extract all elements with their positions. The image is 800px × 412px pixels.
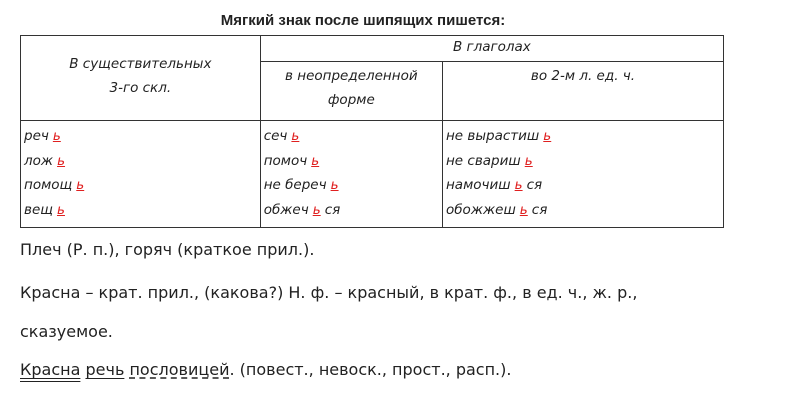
soft-sign: ь (56, 201, 65, 218)
header-nouns-line1: В существительных (69, 56, 212, 72)
infinitive-word-stem: помоч (263, 152, 308, 169)
paragraph-2: Красна – крат. прил., (какова?) Н. ф. – красный, в крат. ф., в ед. ч., ж. р., (20, 283, 638, 302)
noun-word-stem: вещ (24, 201, 53, 218)
infinitive-word (264, 173, 442, 198)
second-person-word-stem: не вырастиш (445, 128, 540, 144)
paragraph-3: сказуемое. (20, 322, 113, 341)
paragraph-1: Плеч (Р. п.), горяч (краткое прил.). (20, 240, 315, 259)
soft-sign: ь (312, 201, 321, 218)
infinitive-word (264, 149, 442, 174)
rule-table (20, 35, 724, 228)
header-verbs: В глаголах (260, 36, 723, 62)
infinitive-word-stem: обжеч (263, 201, 309, 218)
sentence-object: пословицей (129, 360, 230, 379)
soft-sign: ь (57, 152, 66, 169)
second-person-cell (442, 121, 723, 228)
infinitive-word (264, 198, 442, 223)
second-person-word-stem: намочиш (445, 177, 511, 193)
infinitive-word-stem: не береч (263, 177, 327, 193)
noun-word (24, 173, 260, 198)
noun-word-stem: помощ (24, 177, 73, 193)
nouns-cell (21, 121, 261, 228)
noun-word (24, 149, 260, 174)
noun-word (24, 198, 260, 223)
second-person-word (446, 198, 723, 223)
sentence-characteristics: . (повест., невоск., прост., расп.). (229, 360, 512, 379)
header-infinitive-line2: форме (327, 91, 375, 108)
second-person-word-stem: обожжеш (445, 201, 516, 218)
second-person-word-suffix: ся (526, 177, 543, 193)
soft-sign: ь (291, 128, 300, 144)
soft-sign: ь (330, 177, 339, 193)
infinitive-word (264, 124, 442, 149)
soft-sign: ь (311, 152, 320, 169)
second-person-word (446, 173, 723, 198)
infinitive-word-suffix: ся (324, 201, 341, 218)
soft-sign: ь (76, 177, 85, 193)
sentence-subject: речь (85, 360, 125, 379)
noun-word (24, 124, 260, 149)
header-infinitive (260, 61, 442, 120)
second-person-word-suffix: ся (531, 201, 548, 218)
second-person-word-stem: не свариш (445, 152, 521, 169)
header-nouns (21, 36, 261, 121)
parsed-sentence (20, 360, 511, 379)
soft-sign: ь (514, 177, 523, 193)
header-second-person: во 2-м л. ед. ч. (442, 61, 723, 120)
soft-sign: ь (524, 152, 533, 169)
infinitives-cell (260, 121, 442, 228)
second-person-word (446, 149, 723, 174)
page-title: Мягкий знак после шипящих пишется: (220, 12, 506, 29)
soft-sign: ь (519, 201, 528, 218)
header-nouns-line2: 3-го скл. (109, 80, 172, 96)
header-infinitive-line1: в неопределенной (285, 67, 418, 84)
sentence-predicate: Красна (20, 360, 81, 379)
soft-sign: ь (543, 128, 552, 144)
soft-sign: ь (52, 128, 61, 144)
infinitive-word-stem: сеч (263, 128, 288, 144)
noun-word-stem: реч (24, 128, 49, 144)
noun-word-stem: лож (24, 152, 54, 169)
second-person-word (446, 124, 723, 149)
